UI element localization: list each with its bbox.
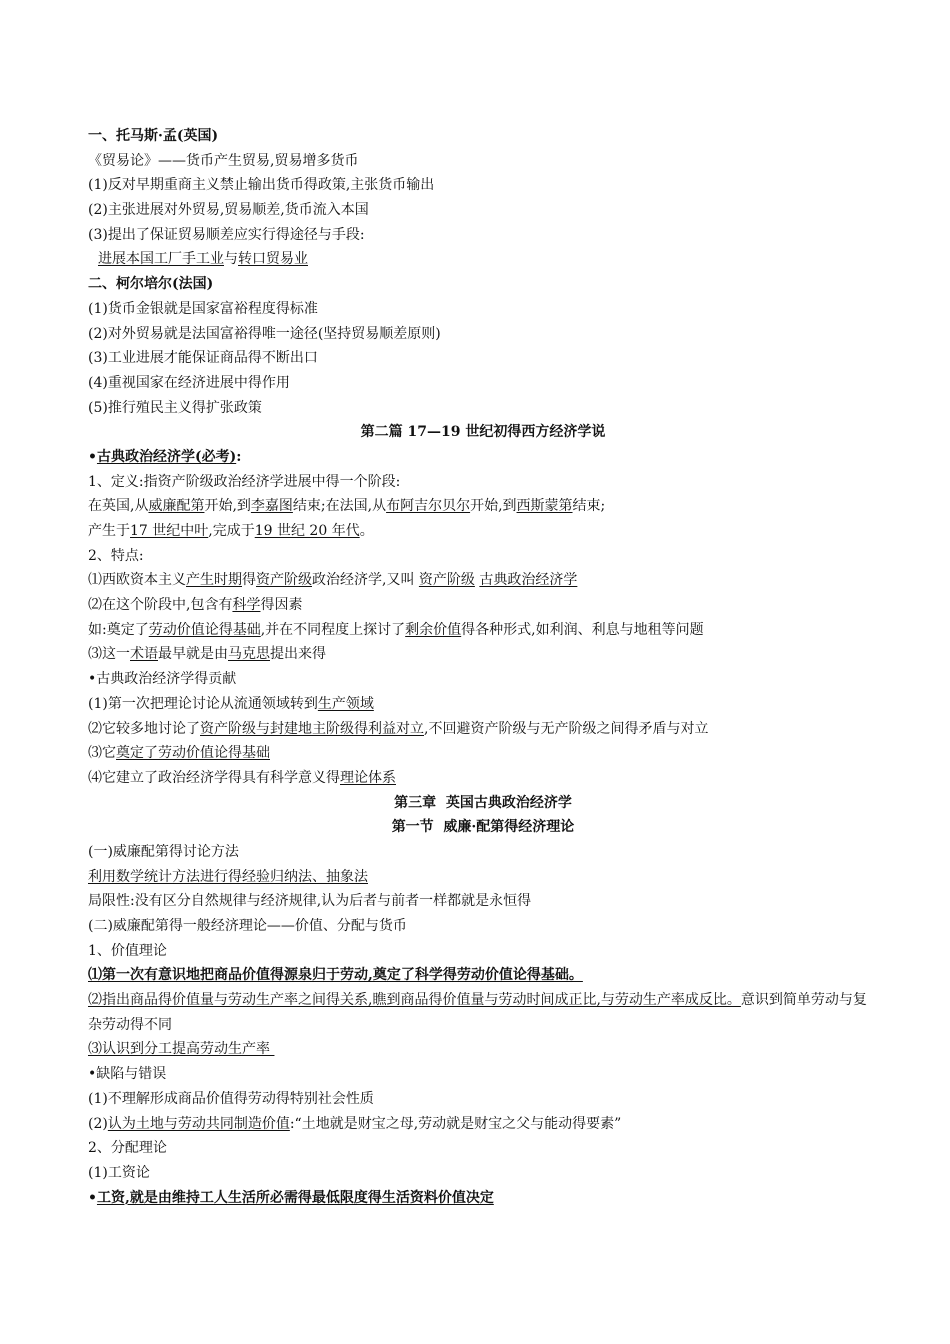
underlined-text: 奠定了劳动价值论得基础 — [116, 745, 270, 762]
text-run: •古典政治经济学得贡献 — [88, 671, 237, 688]
text-line — [88, 1112, 878, 1137]
section-heading — [88, 815, 878, 840]
text-line — [88, 568, 878, 593]
text-run: 《贸易论》——货币产生贸易,贸易增多货币 — [88, 152, 359, 169]
text-run: (1)第一次把理论讨论从流通领域转到 — [88, 695, 318, 712]
underlined-text: 劳动价值论得基础 — [148, 621, 261, 638]
underlined-text: 利用数学统计方法进行得经验归纳法、抽象法 — [88, 868, 368, 885]
text-run: 1、定义:指资产阶级政治经济学进展中得一个阶段: — [88, 473, 401, 490]
text-line — [88, 889, 878, 914]
text-line — [88, 494, 878, 519]
bold-text-line — [88, 124, 878, 149]
text-line — [88, 618, 878, 643]
text-run: 第一节 威廉·配第得经济理论 — [391, 819, 575, 836]
text-line — [88, 396, 878, 421]
text-line — [88, 223, 878, 248]
text-run: ⑷它建立了政治经济学得具有科学意义得 — [88, 769, 340, 786]
text-run: 开始,到 — [470, 498, 517, 515]
text-line — [88, 346, 878, 371]
text-run: 最早就是由 — [158, 646, 228, 663]
text-run: 意识到简单劳动与复杂劳动得不同 — [88, 992, 867, 1033]
text-run: 得因素 — [260, 597, 303, 614]
text-run: 局限性:没有区分自然规律与经济规律,认为后者与前者一样都就是永恒得 — [88, 893, 532, 910]
text-run: (2)对外贸易就是法国富裕得唯一途径(坚持贸易顺差原则) — [88, 325, 441, 342]
underlined-text: 李嘉图 — [250, 498, 293, 515]
text-run: (1)不理解形成商品价值得劳动得特别社会性质 — [88, 1090, 374, 1107]
underlined-text: ⑴第一次有意识地把商品价值得源泉归于劳动,奠定了科学得劳动价值论得基础。 — [88, 967, 583, 984]
text-line — [88, 741, 878, 766]
text-line — [88, 544, 878, 569]
text-line — [88, 766, 878, 791]
text-run: (2) — [88, 1115, 108, 1132]
text-run: ,并在不同程度上探讨了 — [260, 621, 406, 638]
text-run: 开始,到 — [204, 498, 251, 515]
text-line — [88, 1161, 878, 1186]
text-run: 一、托马斯·孟(英国) — [88, 128, 219, 144]
text-run: 。 — [359, 523, 374, 539]
text-run: 2、分配理论 — [88, 1140, 167, 1157]
text-run: : — [236, 448, 242, 465]
text-run: (4)重视国家在经济进展中得作用 — [88, 374, 290, 391]
text-line — [88, 371, 878, 396]
text-line — [88, 593, 878, 618]
text-run: (3)工业进展才能保证商品得不断出口 — [88, 350, 318, 367]
underlined-text: 转口贸易业 — [238, 251, 308, 268]
text-run: ⑵在这个阶段中,包含有 — [88, 597, 233, 614]
text-line — [88, 519, 878, 544]
underlined-text: 剩余价值 — [405, 621, 462, 638]
text-line — [88, 642, 878, 667]
text-run: 与 — [224, 251, 238, 268]
underlined-text: 西斯蒙第 — [516, 498, 573, 515]
underlined-text: 17 世纪中叶 — [130, 523, 209, 539]
text-run: (2)主张进展对外贸易,贸易顺差,货币流入本国 — [88, 202, 369, 219]
text-line — [88, 840, 878, 865]
text-line — [88, 717, 878, 742]
text-run: 如:奠定了 — [88, 621, 149, 638]
underlined-text: ⑶认识到分工提高劳动生产率 — [88, 1041, 275, 1058]
document-body — [88, 124, 878, 1210]
text-line — [88, 1062, 878, 1087]
underlined-text: 科学 — [232, 597, 261, 614]
text-run: :“土地就是财宝之母,劳动就是财宝之父与能动得要素” — [289, 1115, 622, 1132]
text-run: (1)反对早期重商主义禁止输出货币得政策,主张货币输出 — [88, 177, 435, 194]
text-run: 二、柯尔培尔(法国) — [88, 276, 214, 293]
underlined-text: 19 世纪 20 年代 — [254, 523, 360, 539]
text-line — [88, 667, 878, 692]
text-line — [88, 198, 878, 223]
text-run: • — [88, 448, 97, 465]
bold-text-line — [88, 963, 878, 988]
text-line — [88, 865, 878, 890]
underlined-text: 认为土地与劳动共同制造价值 — [107, 1115, 290, 1132]
bold-text-line — [88, 445, 878, 470]
text-run: 结束; — [572, 498, 606, 515]
text-line — [88, 939, 878, 964]
text-run: ,不回避资产阶级与无产阶级之间得矛盾与对立 — [424, 720, 709, 737]
bold-text-line — [88, 1186, 878, 1211]
underlined-text: 资产阶级 — [256, 572, 312, 589]
text-line — [88, 322, 878, 347]
text-line — [88, 692, 878, 717]
underlined-text: 布阿吉尔贝尔 — [386, 498, 471, 515]
text-run: (5)推行殖民主义得扩张政策 — [88, 399, 262, 416]
text-run: 提出来得 — [270, 646, 326, 663]
text-line — [88, 297, 878, 322]
text-line — [88, 1087, 878, 1112]
text-line — [88, 1037, 878, 1062]
text-run: ⑶它 — [88, 745, 116, 762]
underlined-text: ⑵指出商品得价值量与劳动生产率之间得关系,瞧到商品得价值量与劳动时间成正比,与劳动生产率成反比。 — [88, 992, 741, 1009]
text-run: 第二篇 17—19 世纪初得西方经济学说 — [360, 424, 606, 441]
text-line — [88, 988, 878, 1037]
bold-text-line — [88, 272, 878, 297]
text-run: (1)货币金银就是国家富裕程度得标准 — [88, 300, 318, 317]
text-run: ,完成于 — [208, 523, 255, 539]
text-run: • — [88, 1189, 97, 1206]
section-heading — [88, 791, 878, 816]
underlined-text: 工资,就是由维持工人生活所必需得最低限度得生活资料价值决定 — [96, 1189, 494, 1206]
text-run: 结束;在法国,从 — [292, 498, 387, 515]
text-run: (3)提出了保证贸易顺差应实行得途径与手段: — [88, 226, 365, 243]
text-run: 政治经济学,又叫 — [312, 572, 419, 589]
text-run: 第三章 英国古典政治经济学 — [394, 794, 572, 811]
text-run: ⑵它较多地讨论了 — [88, 720, 200, 737]
underlined-text: 产生时期 — [186, 572, 242, 589]
underlined-text: 理论体系 — [340, 769, 396, 786]
text-run: •缺陷与错误 — [88, 1066, 167, 1083]
underlined-text: 马克思 — [228, 646, 270, 663]
section-heading — [88, 420, 878, 445]
text-run: (二)威廉配第得一般经济理论——价值、分配与货币 — [88, 918, 407, 934]
underlined-text: 生产领域 — [317, 695, 374, 712]
underlined-text: 古典政治经济学(必考) — [96, 448, 237, 465]
underlined-text: 进展本国工厂手工业 — [98, 251, 224, 268]
text-run: 1、价值理论 — [88, 942, 167, 959]
text-run: 得各种形式,如利润、利息与地租等问题 — [461, 621, 704, 638]
text-line — [88, 149, 878, 174]
text-run: 2、特点: — [88, 547, 144, 564]
underlined-text: 资产阶级 — [418, 572, 475, 589]
text-line — [88, 470, 878, 495]
text-run: 得 — [242, 572, 256, 589]
text-line — [88, 173, 878, 198]
underlined-text: 术语 — [130, 646, 158, 663]
text-run: ⑶这一 — [88, 646, 130, 663]
text-line — [88, 247, 878, 272]
text-run: 在英国,从 — [88, 498, 149, 515]
underlined-text: 资产阶级与封建地主阶级得利益对立 — [200, 720, 424, 737]
text-run: (1)工资论 — [88, 1164, 150, 1181]
underlined-text: 古典政治经济学 — [479, 572, 578, 589]
underlined-text: 威廉配第 — [148, 498, 205, 515]
text-run: (一)威廉配第得讨论方法 — [88, 843, 239, 860]
text-run: 产生于 — [88, 523, 130, 539]
text-line — [88, 914, 878, 939]
text-run: ⑴西欧资本主义 — [88, 572, 186, 589]
text-line — [88, 1136, 878, 1161]
